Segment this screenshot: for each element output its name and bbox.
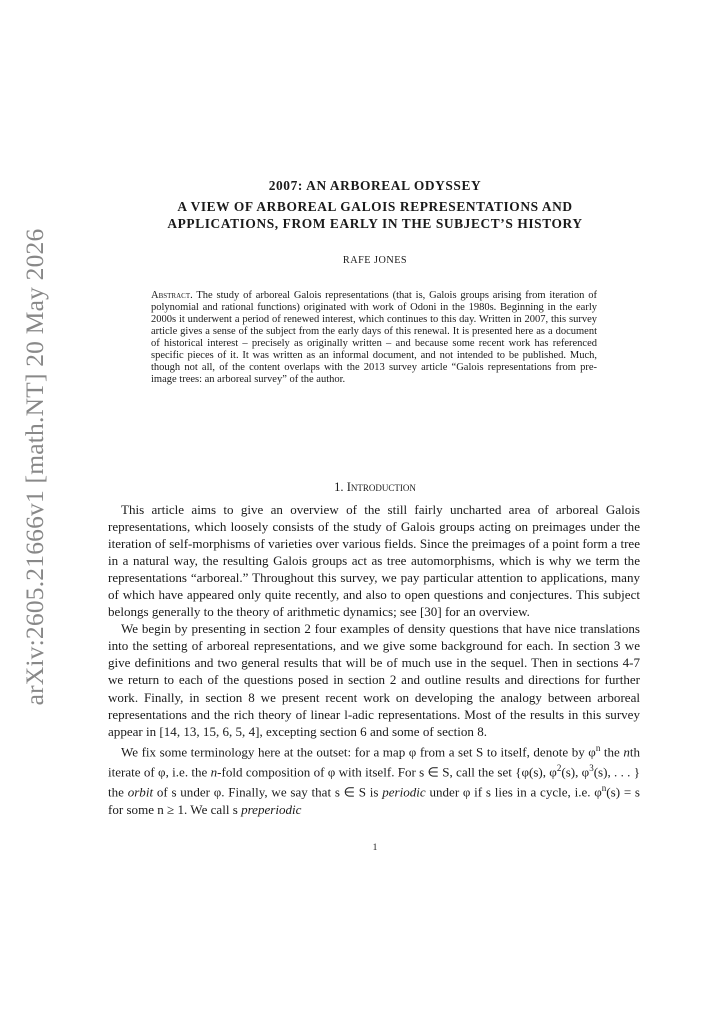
page-number: 1 [372, 843, 378, 853]
p3-sup: 2 [556, 763, 562, 774]
paragraph-1: This article aims to give an overview of the still fairly uncharted area of arboreal Galois representations, which loosely consists of the study of Galois groups acting on preimages under the iteration of self-morphisms of varieties over various fields. Since the preimages of a point form a tree in a natural way, the resulting Galois groups act as tree automorphisms, which is why we term the representations “arboreal.” Throughout this survey, we pay particular attention to applications, many of which have appeared only quite recently, and also to open questions and conjectures. This subject belongs generally to the theory of arithmetic dynamics; see [30] for an overview. [108, 502, 640, 620]
p3-italic: periodic [382, 784, 426, 800]
body-text [108, 501, 640, 818]
abstract-label: Abstract. [151, 290, 193, 301]
p3-italic: n [210, 764, 218, 780]
p3-italic: n [623, 744, 630, 759]
p3-italic: preperiodic [241, 801, 302, 817]
section-number: 1. [334, 480, 344, 494]
p3-part: We fix some terminology here at the outset: for a map φ from a set S to itself, denote by φ [121, 744, 596, 759]
p3-part: (s), φ [561, 764, 590, 780]
arxiv-sidebar-stamp [18, 228, 52, 706]
p3-part: (s), . . . } the [108, 764, 640, 800]
p3-italic: orbit [127, 784, 154, 800]
paragraph-2: We begin by presenting in section 2 four examples of density questions that have nice translations into the setting of arboreal representations, and we give some background for each. In section 3 we give definitions and two general results that will be of much use in the sequel. Then in sections 4-7 we return to each of the questions posed in section 2 and outline results and directions for further work. Finally, in section 8 we present recent work on developing the analogy between arboreal representations and the rich theory of linear l-adic representations. Most of the results in this survey appear in [14, 13, 15, 6, 5, 4], excepting section 6 and some of section 8. [108, 621, 640, 739]
title-line-2: A VIEW OF ARBOREAL GALOIS REPRESENTATIONS AND [177, 199, 573, 214]
p3-part: of s under φ. Finally, we say that s ∈ S is [153, 784, 383, 800]
section-title: Introduction [346, 480, 416, 494]
p3-part: -fold composition of φ with itself. For s ∈ S, call the set {φ(s), φ [217, 764, 557, 780]
p3-part: th iterate of φ, i.e. the [108, 744, 640, 780]
abstract [151, 290, 597, 386]
p3-sup: 3 [589, 763, 594, 774]
author-name: RAFE JONES [342, 255, 408, 266]
p3-part: under φ if s lies in a cycle, i.e. φ [425, 784, 602, 800]
p3-sup: n [601, 783, 607, 794]
p3-part: (s) = s for some n ≥ 1. We call s [108, 784, 640, 817]
abstract-text: The study of arboreal Galois representations (that is, Galois groups arising from iteration of polynomial and rational functions) originated with work of Odoni in the 1980s. Beginning in the early 2000s it underwent a period of renewed interest, which continues to this day. Written in 2007, this survey article gives a sense of the subject from the early days of this renewal. It is presented here as a document of historical interest – precisely as originally written – and because some recent work has referenced specific pieces of it. It was written as an informal document, and not intended to be published. Much, though not all, of the content overlaps with the 2013 survey article “Galois representations from pre-image trees: an arboreal survey” of the author. [151, 290, 598, 385]
p3-sup: n [595, 742, 601, 753]
p3-part: the [600, 744, 624, 759]
arxiv-identifier: arXiv:2605.21666v1 [math.NT] 20 May 2026 [20, 228, 49, 706]
paragraph-3 [108, 740, 640, 818]
title-line-3: APPLICATIONS, FROM EARLY IN THE SUBJECT’S HISTORY [167, 216, 583, 231]
section-heading [110, 480, 640, 495]
title-line-1: 2007: AN ARBOREAL ODYSSEY [268, 178, 482, 193]
